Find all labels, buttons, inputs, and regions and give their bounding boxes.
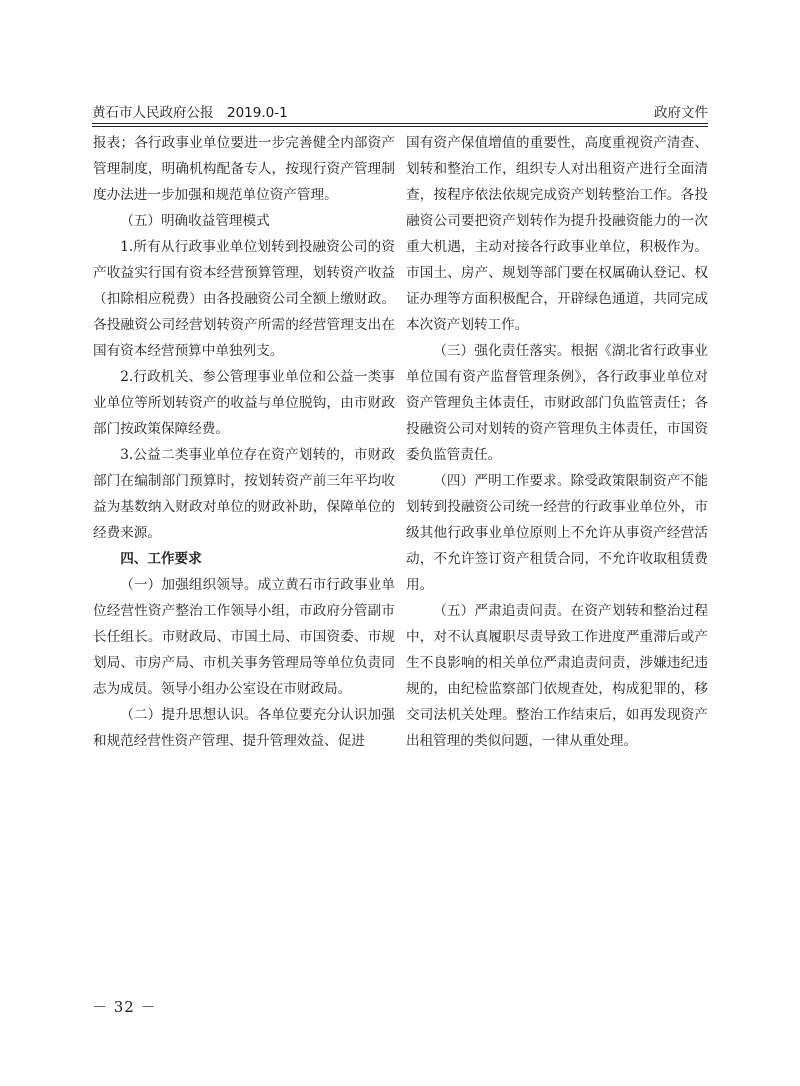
left-column xyxy=(93,130,395,754)
subsection-heading: （五）明确收益管理模式 xyxy=(120,213,270,229)
paragraph: 2.行政机关、参公管理事业单位和公益一类事业单位等所划转资产的收益与单位脱钩，由市财政部门按政策保障经费。 xyxy=(93,369,395,437)
page-header xyxy=(92,101,708,123)
header-rule-thin xyxy=(92,126,708,127)
section-heading: 四、工作要求 xyxy=(120,551,202,567)
paragraph: 1.所有从行政事业单位划转到投融资公司的资产收益实行国有资本经营预算管理，划转资产收益（扣除相应税费）由各投融资公司全额上缴财政。各投融资公司经营划转资产所需的经营管理支出在国有资本经营预算中单独列支。 xyxy=(93,239,395,359)
header-rule-thick xyxy=(92,123,708,124)
paragraph: 报表；各行政事业单位要进一步完善健全内部资产管理制度，明确机构配备专人，按现行资产管理制度办法进一步加强和规范单位资产管理。 xyxy=(93,135,395,203)
paragraph: （五）严肃追责问责。在资产划转和整治过程中，对不认真履职尽责导致工作进度严重滞后或产生不良影响的相关单位严肃追责问责，涉嫌违纪违规的，由纪检监察部门依规查处，构成犯罪的，移交司法机关处理。整治工作结束后，如再发现资产出租管理的类似问题，一律从重处理。 xyxy=(406,603,708,749)
right-column xyxy=(406,130,708,754)
paragraph: 国有资产保值增值的重要性，高度重视资产清查、划转和整治工作，组织专人对出租资产进行全面清查，按程序依法依规完成资产划转整治工作。各投融资公司要把资产划转作为提升投融资能力的一次重大机遇，主动对接各行政事业单位，积极作为。市国土、房产、规划等部门要在权属确认登记、权证办理等方面积极配合，开辟绿色通道，共同完成本次资产划转工作。 xyxy=(406,135,708,333)
publication-title: 黄石市人民政府公报 2019.0-1 xyxy=(92,105,288,121)
paragraph: （四）严明工作要求。除受政策限制资产不能划转到投融资公司统一经营的行政事业单位外，市级其他行政事业单位原则上不允许从事资产经营活动，不允许签订资产租赁合同，不允许收取租赁费用。 xyxy=(406,473,708,593)
paragraph: （三）强化责任落实。根据《湖北省行政事业单位国有资产监督管理条例》，各行政事业单位对资产管理负主体责任，市财政部门负监管责任；各投融资公司对划转的资产管理负主体责任，市国资委负监管责任。 xyxy=(406,343,708,463)
page-number: － 32 － xyxy=(92,998,157,1016)
section-label: 政府文件 xyxy=(654,105,708,121)
paragraph: 3.公益二类事业单位存在资产划转的，市财政部门在编制部门预算时，按划转资产前三年平均收益为基数纳入财政对单位的财政补助，保障单位的经费来源。 xyxy=(93,447,395,541)
paragraph: （二）提升思想认识。各单位要充分认识加强和规范经营性资产管理、提升管理效益、促进 xyxy=(93,707,395,749)
paragraph: （一）加强组织领导。成立黄石市行政事业单位经营性资产整治工作领导小组，市政府分管副市长任组长。市财政局、市国土局、市国资委、市规划局、市房产局、市机关事务管理局等单位负责同志为成员。领导小组办公室设在市财政局。 xyxy=(93,577,395,697)
